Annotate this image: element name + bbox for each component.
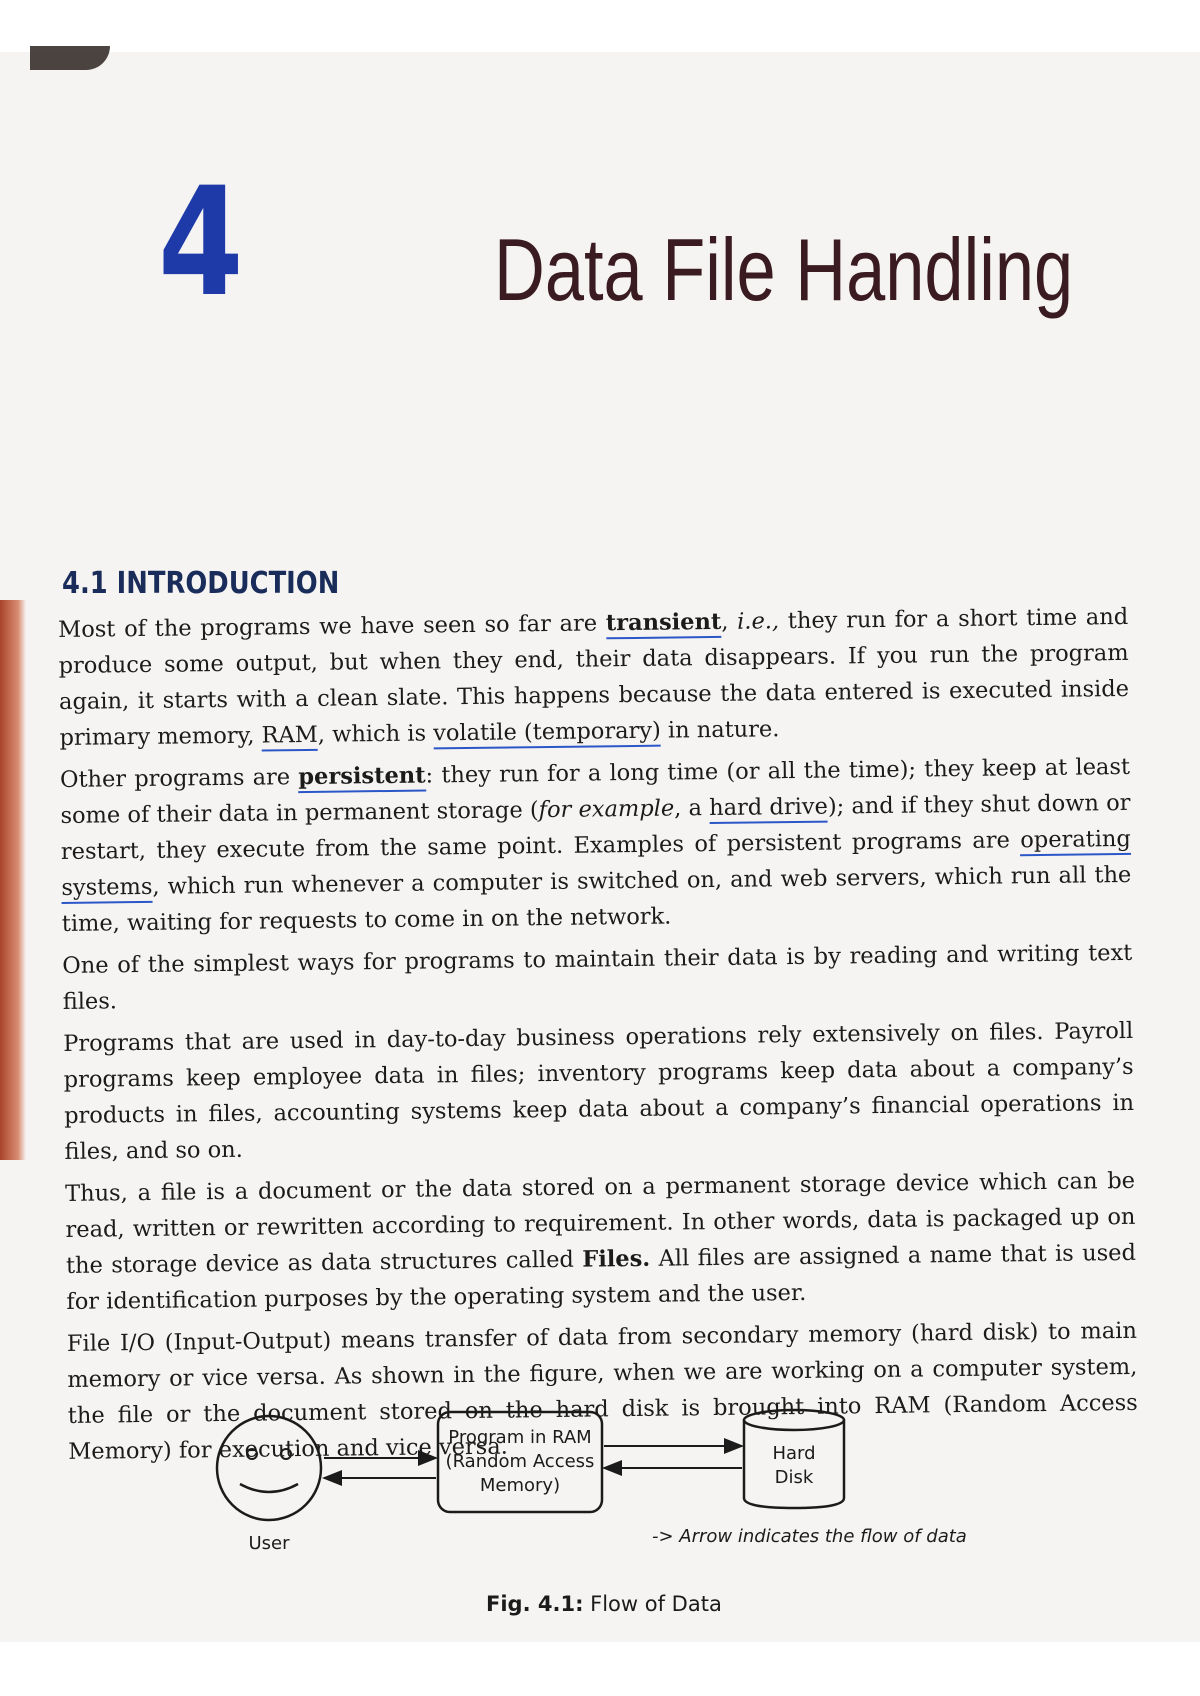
page-edge-strip — [0, 600, 26, 1160]
term-transient: transient — [606, 609, 722, 639]
body-text — [58, 599, 1138, 1470]
paragraph-4: Programs that are used in day-to-day business operations rely extensively on files. Payroll programs keep employee data in files; inventory programs keep data about a company’s products in files, accounting systems keep data about a company’s financial operations in files, and so on. — [63, 1017, 1135, 1165]
term-volatile: volatile (temporary) — [433, 718, 661, 750]
smiley-face-icon — [217, 1416, 321, 1520]
term-ram: RAM — [261, 722, 318, 752]
section-heading: 4.1 INTRODUCTION — [62, 566, 340, 601]
figure-caption: Fig. 4.1: Flow of Data — [486, 1592, 722, 1616]
chapter-title: Data File Handling — [494, 220, 1074, 319]
term-operating-systems: operating systems — [61, 826, 1131, 904]
user-label: User — [248, 1533, 290, 1554]
paragraph-1: Most of the programs we have seen so far are transient, i.e., they run for a short time and produce some output, but when they end, their data disappears. If you run the program again, it starts with a clean slate. This happens because the data entered is executed inside primary memory, RAM, which is volatile (temporary) in nature. — [58, 603, 1130, 751]
paragraph-6: File I/O (Input-Output) means transfer of data from secondary memory (hard disk) to main memory or vice versa. As shown in the figure, when we are working on a computer system, the file or the document stored on the hard disk is brought into RAM (Random Access Memory) for execution and vice versa. — [66, 1317, 1138, 1465]
term-hard-drive: hard drive — [709, 794, 828, 824]
hard-disk-label: Hard Disk — [772, 1443, 816, 1488]
arrow-legend-note: -> Arrow indicates the flow of data — [652, 1526, 967, 1547]
page-corner-shadow — [30, 46, 110, 70]
term-files: Files. — [582, 1245, 651, 1273]
paragraph-5: Thus, a file is a document or the data stored on a permanent storage device which can be read, written or rewritten according to requirement. In other words, data is packaged up on the storage device as data structures called Files. All files are assigned a name that is used for identification purposes by the operating system and the user. — [64, 1167, 1137, 1315]
program-box-label: Program in RAM (Random Access Memory) — [445, 1427, 595, 1496]
flow-of-data-figure — [210, 1402, 970, 1582]
paragraph-3: One of the simplest ways for programs to maintain their data is by reading and writing text files. — [62, 939, 1133, 1015]
chapter-number: 4 — [158, 156, 244, 330]
term-persistent: persistent — [298, 763, 426, 794]
paragraph-2: Other programs are persistent: they run for a long time (or all the time); they keep at least some of their data in permanent storage (for example, a hard drive); and if they shut down or restart, they execute from the same point. Examples of persistent programs are operating systems, which run whenever a computer is switched on, and web servers, which run all the time, waiting for requests to come in on the network. — [59, 753, 1132, 937]
